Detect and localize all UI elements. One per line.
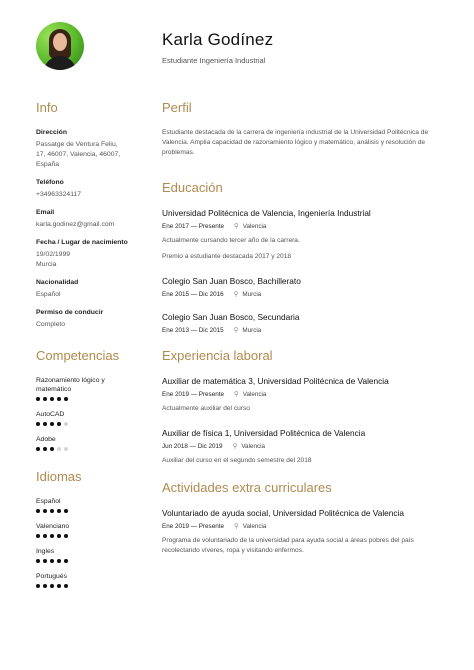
right-column xyxy=(162,100,442,570)
entry-place: Valencia xyxy=(242,390,267,398)
entry-description: Actualmente cursando tercer año de la carrera. xyxy=(162,237,300,244)
entry-description: Premio a estudiante destacada 2017 y 2018 xyxy=(162,253,292,260)
level-dot xyxy=(64,584,68,588)
entry-date: Ene 2015 — Dic 2016 xyxy=(162,290,224,298)
level-dot xyxy=(64,422,68,426)
nationality-value: Español xyxy=(36,291,61,298)
license-value: Completo xyxy=(36,321,66,328)
level-dot xyxy=(50,559,54,563)
skill-level-dots xyxy=(36,534,141,538)
education-list xyxy=(162,208,442,334)
perfil-heading: Perfil xyxy=(162,100,192,115)
nationality-label: Nacionalidad xyxy=(36,279,79,286)
entry xyxy=(162,508,442,556)
entry-description: Auxiliar del curso en el segundo semestre del 2018 xyxy=(162,457,312,464)
level-dot xyxy=(50,447,54,451)
level-dot xyxy=(36,509,40,513)
level-dot xyxy=(43,559,47,563)
level-dot xyxy=(43,509,47,513)
entry-meta xyxy=(162,522,442,530)
address-label: Dirección xyxy=(36,129,67,136)
actividades-heading: Actividades extra curriculares xyxy=(162,480,332,495)
experience-list xyxy=(162,376,442,466)
person-name: Karla Godínez xyxy=(162,30,274,49)
skill-level-dots xyxy=(36,559,141,563)
level-dot xyxy=(50,584,54,588)
entry xyxy=(162,428,442,466)
entry-title: Colegio San Juan Bosco, Secundaria xyxy=(162,312,300,322)
entry-place: Murcia xyxy=(242,326,262,334)
level-dot xyxy=(43,447,47,451)
entry xyxy=(162,276,442,298)
skill-level-dots xyxy=(36,509,141,513)
entry-description: Programa de voluntariado de la universidad para ayuda social a áreas pobres del país recolectando víveres, ropa y visitando enfermos. xyxy=(162,537,414,554)
skill-name: Razonamiento lógico y matemático xyxy=(36,377,105,393)
entry-place: Valencia xyxy=(242,222,267,230)
entry-title: Auxiliar de matemática 3, Universidad Politécnica de Valencia xyxy=(162,376,389,386)
info-heading: Info xyxy=(36,100,58,115)
license-label: Permiso de conducir xyxy=(36,309,104,316)
entry-title: Universidad Politécnica de Valencia, Ingeniería Industrial xyxy=(162,208,371,218)
level-dot xyxy=(57,422,61,426)
skill-level-dots xyxy=(36,397,141,401)
address-value xyxy=(36,140,141,170)
entry-title: Colegio San Juan Bosco, Bachillerato xyxy=(162,276,301,286)
birth-place: Murcia xyxy=(36,261,57,268)
entry-place: Valencia xyxy=(241,442,266,450)
birth-date: 19/02/1999 xyxy=(36,251,71,258)
level-dot xyxy=(64,534,68,538)
skill-name: Adobe xyxy=(36,436,56,443)
level-dot xyxy=(50,534,54,538)
job-title: Estudiante Ingeniería Industrial xyxy=(162,56,266,65)
entry-date: Ene 2013 — Dic 2015 xyxy=(162,326,224,334)
entry-date: Ene 2019 — Presente xyxy=(162,522,224,530)
level-dot xyxy=(50,397,54,401)
location-pin-icon: ⚲ xyxy=(233,391,239,398)
entry-meta xyxy=(162,326,442,334)
entry-description: Actualmente auxiliar del curso xyxy=(162,405,250,412)
level-dot xyxy=(36,447,40,451)
address-line: España xyxy=(36,161,60,168)
level-dot xyxy=(36,534,40,538)
level-dot xyxy=(64,447,68,451)
entry xyxy=(162,376,442,414)
location-pin-icon: ⚲ xyxy=(232,443,238,450)
activities-list xyxy=(162,508,442,556)
level-dot xyxy=(36,397,40,401)
skill-level-dots xyxy=(36,447,141,451)
phone-value: +34963324117 xyxy=(36,191,82,198)
entry xyxy=(162,312,442,334)
profile-photo xyxy=(36,22,84,70)
photo-body xyxy=(44,56,76,70)
skill-name: AutoCAD xyxy=(36,411,65,418)
level-dot xyxy=(57,534,61,538)
skill-level-dots xyxy=(36,584,141,588)
entry-date: Ene 2019 — Presente xyxy=(162,390,224,398)
entry-meta xyxy=(162,222,442,230)
level-dot xyxy=(36,422,40,426)
entry-meta xyxy=(162,290,442,298)
location-pin-icon: ⚲ xyxy=(233,523,239,530)
location-pin-icon: ⚲ xyxy=(233,327,239,334)
entry-place: Murcia xyxy=(242,290,262,298)
idiomas-heading: Idiomas xyxy=(36,469,82,484)
entry-meta xyxy=(162,390,442,398)
level-dot xyxy=(43,397,47,401)
perfil-text: Estudiante destacada de la carrera de ingeniería industrial de la Universidad Politécnica de Valencia. Amplia capacidad de razonamiento lógico y matemático, análisis y resolución de problemas. xyxy=(162,129,429,156)
left-column xyxy=(36,100,141,597)
level-dot xyxy=(64,397,68,401)
email-label: Email xyxy=(36,209,55,216)
level-dot xyxy=(57,584,61,588)
level-dot xyxy=(64,559,68,563)
level-dot xyxy=(43,584,47,588)
skill-name: Valenciano xyxy=(36,523,70,530)
level-dot xyxy=(43,534,47,538)
phone-label: Teléfono xyxy=(36,179,64,186)
skill-level-dots xyxy=(36,422,141,426)
email-value: karla.godinez@gmail.com xyxy=(36,221,115,228)
entry-date: Jun 2018 — Dic 2019 xyxy=(162,442,223,450)
competencias-heading: Competencias xyxy=(36,348,120,363)
level-dot xyxy=(50,509,54,513)
location-pin-icon: ⚲ xyxy=(233,223,239,230)
birth-value xyxy=(36,250,141,270)
level-dot xyxy=(64,509,68,513)
level-dot xyxy=(36,584,40,588)
level-dot xyxy=(36,559,40,563)
skills-list xyxy=(36,376,141,451)
photo-face xyxy=(53,33,67,51)
level-dot xyxy=(43,422,47,426)
entry xyxy=(162,208,442,262)
address-line: 17, 46007, Valencia, 46007, xyxy=(36,151,121,158)
level-dot xyxy=(57,397,61,401)
skill-name: Ingles xyxy=(36,548,55,555)
languages-list xyxy=(36,497,141,588)
birth-label: Fecha / Lugar de nacimiento xyxy=(36,239,128,246)
level-dot xyxy=(57,559,61,563)
entry-place: Valencia xyxy=(242,522,267,530)
entry-meta xyxy=(162,442,442,450)
address-line: Passatge de Ventura Feliu, xyxy=(36,141,118,148)
level-dot xyxy=(50,422,54,426)
location-pin-icon: ⚲ xyxy=(233,291,239,298)
entry-date: Ene 2017 — Presente xyxy=(162,222,224,230)
level-dot xyxy=(57,509,61,513)
entry-title: Auxiliar de física 1, Universidad Politécnica de Valencia xyxy=(162,428,366,438)
skill-name: Español xyxy=(36,498,61,505)
skill-name: Portugués xyxy=(36,573,67,580)
level-dot xyxy=(57,447,61,451)
entry-title: Voluntariado de ayuda social, Universidad Politécnica de Valencia xyxy=(162,508,404,518)
experiencia-heading: Experiencia laboral xyxy=(162,348,273,363)
educacion-heading: Educación xyxy=(162,180,223,195)
